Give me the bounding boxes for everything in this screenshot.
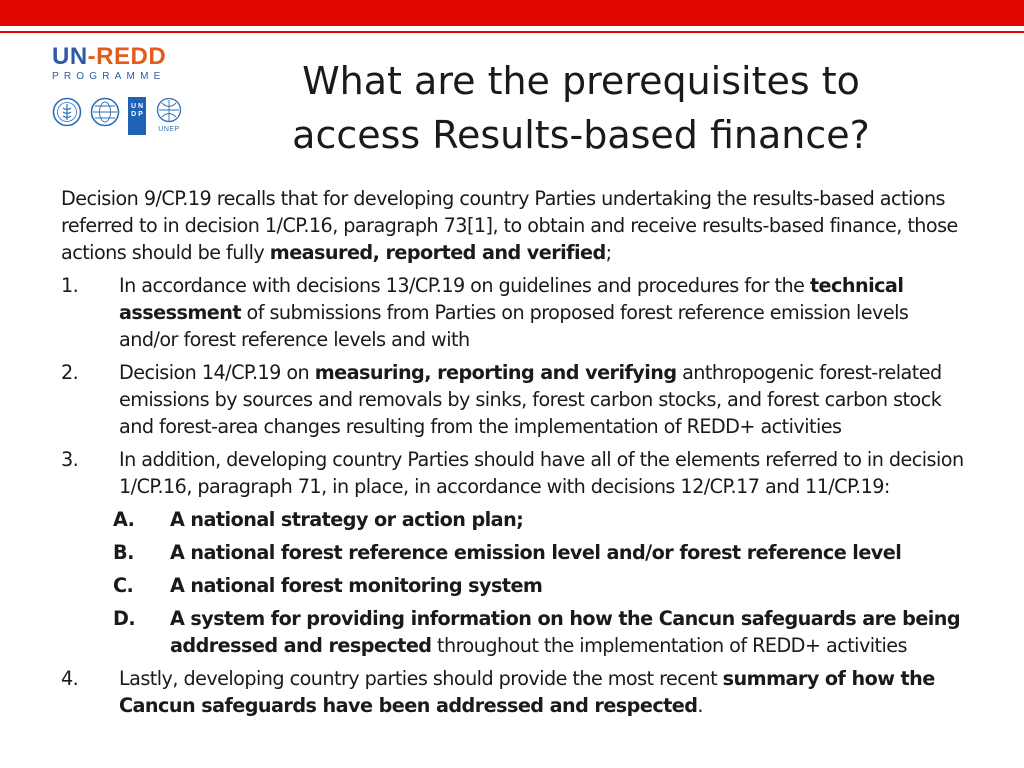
sub-letter: B. bbox=[113, 541, 134, 564]
intro-text: Decision 9/CP.19 recalls that for developing country Parties undertaking the results-based actions referred to in decision 1/CP.16, paragraph 73[1], to obtain and receive results-based finance, those actions should be fully bbox=[61, 187, 958, 264]
item-text: In addition, developing country Parties should have all of the elements referred to in decision 1/CP.16, paragraph 71, in place, in accordance with decisions 12/CP.17 and 11/CP.19: bbox=[119, 448, 964, 498]
logo-un: UN bbox=[52, 43, 88, 70]
undp-logo-icon: U N D P bbox=[128, 97, 146, 135]
logo-programme: PROGRAMME bbox=[52, 71, 166, 82]
intro-bold: measured, reported and verified bbox=[269, 241, 606, 264]
slide-title: What are the prerequisites to access Results-based finance? bbox=[292, 59, 870, 157]
logo-dash: - bbox=[87, 43, 97, 70]
sub-letter: D. bbox=[113, 607, 136, 630]
sub-item-c bbox=[61, 572, 966, 599]
logo-wordmark bbox=[52, 44, 187, 70]
sub-bold: A national forest monitoring system bbox=[170, 574, 543, 597]
top-red-line bbox=[0, 31, 1024, 33]
sub-bold: A national strategy or action plan; bbox=[170, 508, 524, 531]
item-number: 4. bbox=[61, 667, 79, 690]
fao-emblem-icon bbox=[52, 97, 82, 127]
item-bold: technical assessment bbox=[119, 274, 904, 324]
unesco-emblem-icon bbox=[90, 97, 120, 127]
list-item-2 bbox=[61, 359, 966, 440]
partner-logos bbox=[52, 97, 187, 135]
item-text: Decision 14/CP.19 on bbox=[119, 361, 315, 384]
item-text: . bbox=[697, 694, 703, 717]
intro-paragraph bbox=[61, 185, 966, 266]
sub-text: throughout the implementation of REDD+ activities bbox=[431, 634, 907, 657]
item-text: In accordance with decisions 13/CP.19 on guidelines and procedures for the bbox=[119, 274, 810, 297]
item-bold: measuring, reporting and verifying bbox=[314, 361, 677, 384]
item-text: anthropogenic forest-related emissions by sources and removals by sinks, forest carbon stocks, and forest carbon stock and forest-area changes resulting from the implementation of REDD+ activities bbox=[119, 361, 942, 438]
sub-letter: C. bbox=[113, 574, 134, 597]
sub-item-a bbox=[61, 506, 966, 533]
item-number: 3. bbox=[61, 448, 79, 471]
item-bold: summary of how the Cancun safeguards have been addressed and respected bbox=[119, 667, 935, 717]
unep-caption: UNEP bbox=[158, 126, 180, 133]
un-redd-logo bbox=[52, 44, 187, 144]
item-text: of submissions from Parties on proposed forest reference emission levels and/or forest reference levels and with bbox=[119, 301, 909, 351]
slide-body bbox=[61, 185, 966, 725]
item-text: Lastly, developing country parties should provide the most recent bbox=[119, 667, 723, 690]
unep-emblem-icon bbox=[154, 97, 184, 133]
item-number: 1. bbox=[61, 274, 79, 297]
list-item-1 bbox=[61, 272, 966, 353]
sub-item-b bbox=[61, 539, 966, 566]
sub-letter: A. bbox=[113, 508, 135, 531]
top-red-band bbox=[0, 0, 1024, 26]
sub-item-d bbox=[61, 605, 966, 659]
item-number: 2. bbox=[61, 361, 79, 384]
sub-bold: A system for providing information on how the Cancun safeguards are being addressed and respected bbox=[170, 607, 961, 657]
intro-end: ; bbox=[605, 241, 612, 264]
logo-redd: REDD bbox=[96, 43, 167, 70]
sub-bold: A national forest reference emission level and/or forest reference level bbox=[170, 541, 902, 564]
list-item-4 bbox=[61, 665, 966, 719]
list-item-3 bbox=[61, 446, 966, 500]
